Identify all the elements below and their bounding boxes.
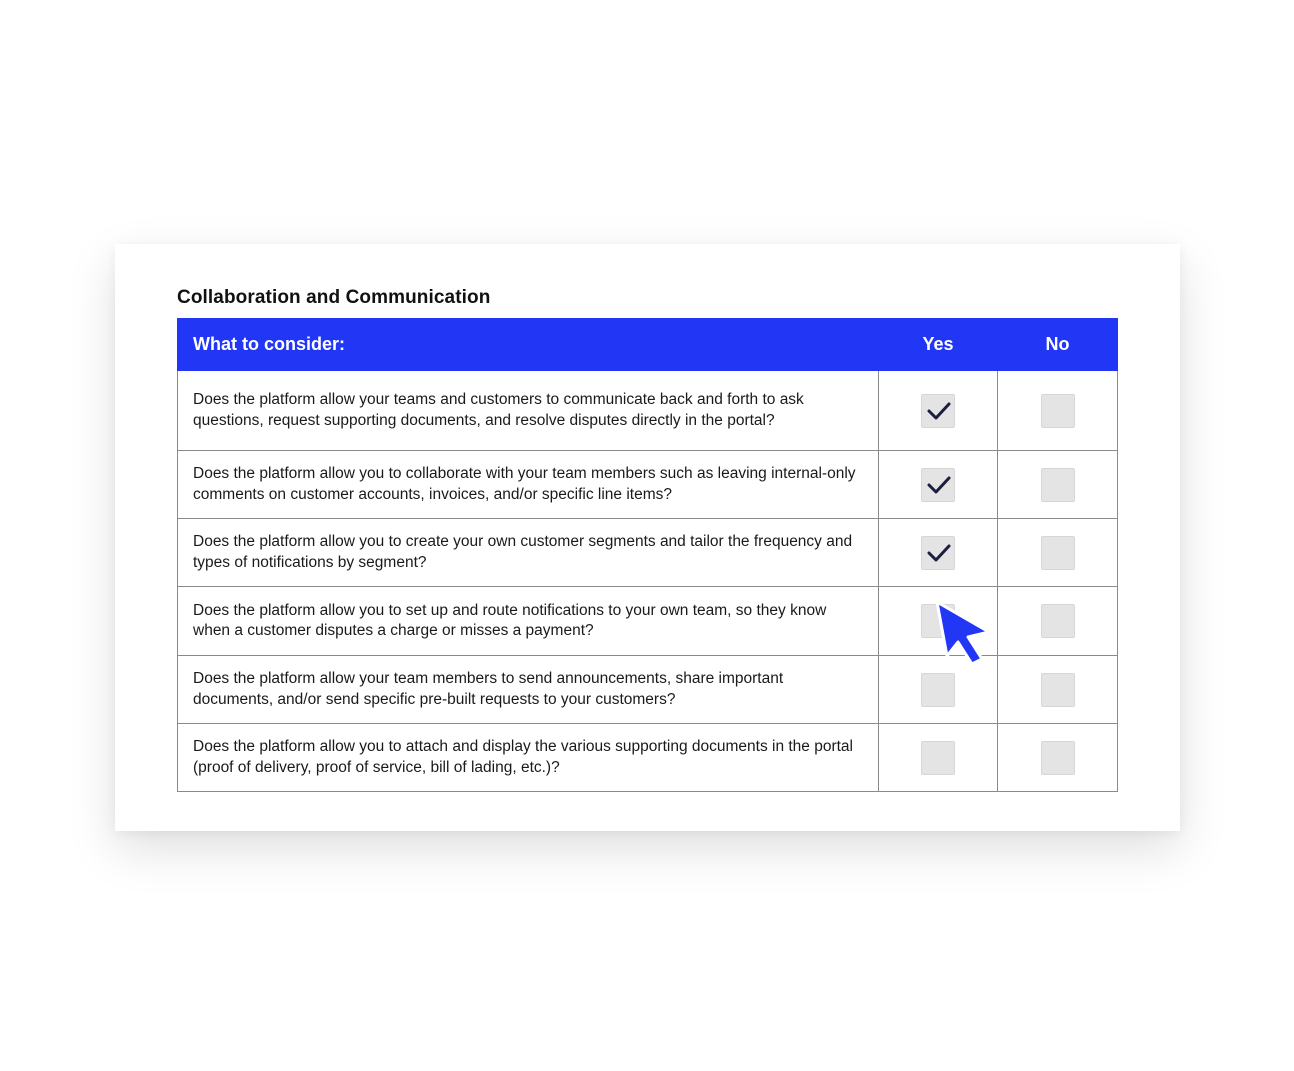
yes-checkbox[interactable] bbox=[921, 673, 955, 707]
mouse-pointer-icon bbox=[935, 600, 997, 666]
header-yes: Yes bbox=[879, 319, 998, 371]
checkmark-icon bbox=[927, 475, 951, 495]
yes-cell bbox=[879, 371, 998, 451]
no-checkbox[interactable] bbox=[1041, 468, 1075, 502]
checklist-table bbox=[177, 318, 1118, 792]
no-checkbox[interactable] bbox=[1041, 536, 1075, 570]
no-checkbox[interactable] bbox=[1041, 604, 1075, 638]
no-cell bbox=[998, 451, 1118, 519]
header-no: No bbox=[998, 319, 1118, 371]
yes-checkbox[interactable] bbox=[921, 741, 955, 775]
table-row bbox=[178, 451, 1118, 519]
no-checkbox[interactable] bbox=[1041, 673, 1075, 707]
no-checkbox[interactable] bbox=[1041, 741, 1075, 775]
table-header-row bbox=[178, 319, 1118, 371]
table-row bbox=[178, 519, 1118, 587]
header-what-to-consider: What to consider: bbox=[178, 319, 879, 371]
no-cell bbox=[998, 656, 1118, 724]
yes-cell bbox=[879, 724, 998, 792]
question-text: Does the platform allow you to set up and route notifications to your own team, so they know when a customer disputes a charge or misses a payment? bbox=[178, 587, 879, 656]
question-text: Does the platform allow your team members to send announcements, share important documents, and/or send specific pre-built requests to your customers? bbox=[178, 656, 879, 724]
yes-checkbox[interactable] bbox=[921, 468, 955, 502]
question-text: Does the platform allow you to create your own customer segments and tailor the frequency and types of notifications by segment? bbox=[178, 519, 879, 587]
checklist-card bbox=[115, 244, 1180, 831]
checkmark-icon bbox=[927, 401, 951, 421]
checkmark-icon bbox=[927, 543, 951, 563]
yes-checkbox[interactable] bbox=[921, 394, 955, 428]
table-row bbox=[178, 371, 1118, 451]
no-cell bbox=[998, 587, 1118, 656]
no-cell bbox=[998, 371, 1118, 451]
question-text: Does the platform allow your teams and customers to communicate back and forth to ask questions, request supporting documents, and resolve disputes directly in the portal? bbox=[178, 371, 879, 451]
section-title: Collaboration and Communication bbox=[177, 287, 491, 308]
table-row bbox=[178, 724, 1118, 792]
yes-checkbox[interactable] bbox=[921, 536, 955, 570]
question-text: Does the platform allow you to attach and display the various supporting documents in the portal (proof of delivery, proof of service, bill of lading, etc.)? bbox=[178, 724, 879, 792]
yes-cell bbox=[879, 451, 998, 519]
question-text: Does the platform allow you to collaborate with your team members such as leaving internal-only comments on customer accounts, invoices, and/or specific line items? bbox=[178, 451, 879, 519]
no-cell bbox=[998, 724, 1118, 792]
no-cell bbox=[998, 519, 1118, 587]
yes-cell bbox=[879, 519, 998, 587]
no-checkbox[interactable] bbox=[1041, 394, 1075, 428]
